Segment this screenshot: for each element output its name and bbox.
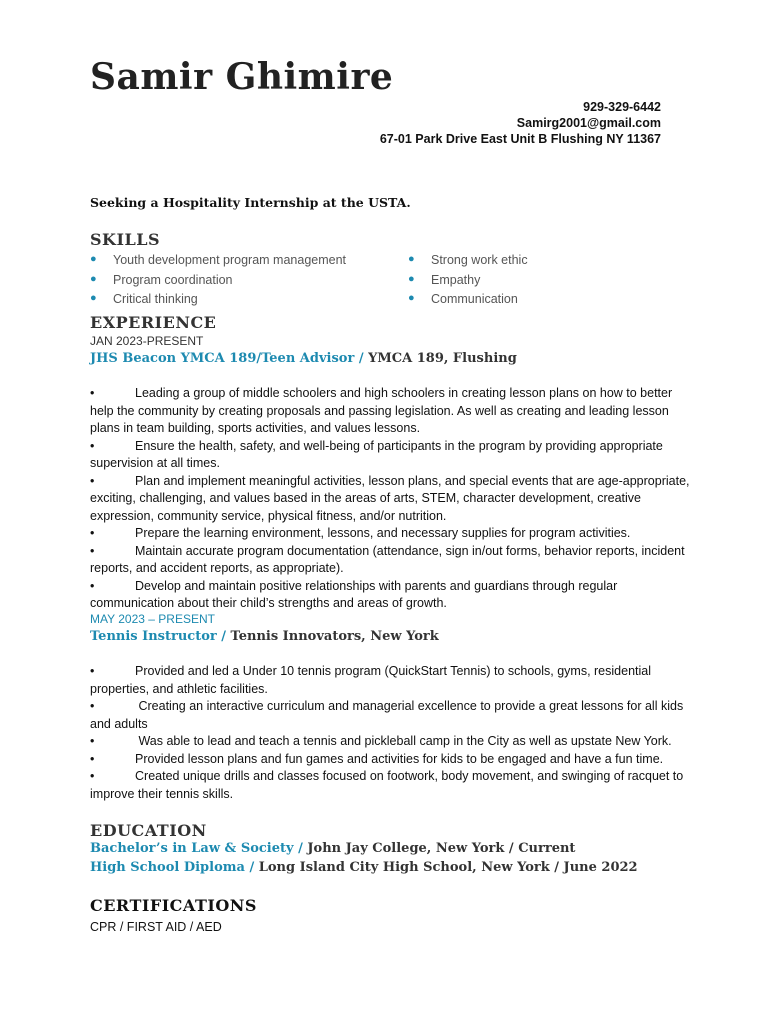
bullet-icon: ● — [90, 292, 97, 304]
education-item — [90, 860, 638, 875]
education-degree: High School Diploma / — [90, 860, 255, 875]
job-org: YMCA 189, Flushing — [363, 351, 517, 366]
list-item: • Creating an interactive curriculum and managerial excellence to provide a great lessons for all kids and adults — [90, 699, 684, 731]
skill-item: ● Strong work ethic — [408, 253, 528, 267]
skill-item: ● Empathy — [408, 273, 481, 287]
bullet-icon: ● — [408, 273, 415, 285]
list-item: • Provided and led a Under 10 tennis program (QuickStart Tennis) to schools, gyms, residential properties, and athletic facilities. — [90, 664, 651, 696]
bullet-icon: ● — [408, 292, 415, 304]
education-item — [90, 841, 575, 856]
skill-item: ● Communication — [408, 292, 518, 306]
job-bullets — [90, 385, 690, 613]
job-role: JHS Beacon YMCA 189/Teen Advisor / — [90, 351, 364, 366]
bullet-icon: ● — [408, 253, 415, 265]
job-bullets — [90, 663, 690, 803]
list-item: • Maintain accurate program documentation (attendance, sign in/out forms, behavior reports, incident reports, and accident reports, as appropriate). — [90, 543, 685, 575]
candidate-name: Samir Ghimire — [90, 56, 394, 98]
job-date: JAN 2023-PRESENT — [90, 334, 204, 348]
list-item: • Plan and implement meaningful activities, lesson plans, and special events that are age-appropriate, exciting, challenging, and values based in the areas of arts, STEM, character development, creative expression, community service, physical fitness, and/or nutrition. — [90, 473, 690, 523]
experience-heading: EXPERIENCE — [90, 313, 217, 332]
list-item: • Prepare the learning environment, lessons, and necessary supplies for program activities. — [90, 526, 631, 540]
bullet-icon: ● — [90, 273, 97, 285]
education-school: John Jay College, New York / Current — [302, 841, 576, 856]
list-item: • Ensure the health, safety, and well-being of participants in the program by providing appropriate supervision at all times. — [90, 438, 663, 470]
skill-item: ● Critical thinking — [90, 292, 198, 306]
list-item: • Provided lesson plans and fun games and activities for kids to be engaged and have a fun time. — [90, 751, 664, 766]
education-degree: Bachelor’s in Law & Society / — [90, 841, 303, 856]
skills-heading: SKILLS — [90, 230, 160, 249]
contact-phone: 929-329-6442 — [583, 100, 661, 114]
list-item: • Develop and maintain positive relationships with parents and guardians through regular communication about their child’s strengths and areas of growth. — [90, 578, 618, 610]
education-heading: EDUCATION — [90, 821, 207, 840]
list-item: • Leading a group of middle schoolers and high schoolers in creating lesson plans on how to better help the community by creating proposals and passing legislation. As well as creating and leading lesson plans in team building, sports activities, and values lessons. — [90, 386, 673, 435]
job-date: MAY 2023 – PRESENT — [90, 612, 215, 626]
certifications-text: CPR / FIRST AID / AED — [90, 920, 222, 934]
bullet-icon: ● — [90, 253, 97, 265]
contact-email: Samirg2001@gmail.com — [516, 116, 661, 130]
skill-item: ● Youth development program management — [90, 253, 347, 267]
job-org: Tennis Innovators, New York — [226, 629, 439, 644]
list-item: • Was able to lead and teach a tennis and pickleball camp in the City as well as upstate New York. — [90, 734, 672, 748]
education-school: Long Island City High School, New York / June 2022 — [254, 860, 638, 875]
objective: Seeking a Hospitality Internship at the USTA. — [90, 195, 411, 210]
job-role: Tennis Instructor / — [90, 629, 227, 644]
certifications-heading: CERTIFICATIONS — [90, 896, 257, 915]
job-title — [90, 351, 517, 366]
contact-address: 67-01 Park Drive East Unit B Flushing NY 11367 — [379, 132, 661, 146]
job-title — [90, 629, 439, 644]
skill-item: ● Program coordination — [90, 273, 233, 287]
list-item: • Created unique drills and classes focused on footwork, body movement, and swinging of racquet to improve their tennis skills. — [90, 769, 684, 801]
